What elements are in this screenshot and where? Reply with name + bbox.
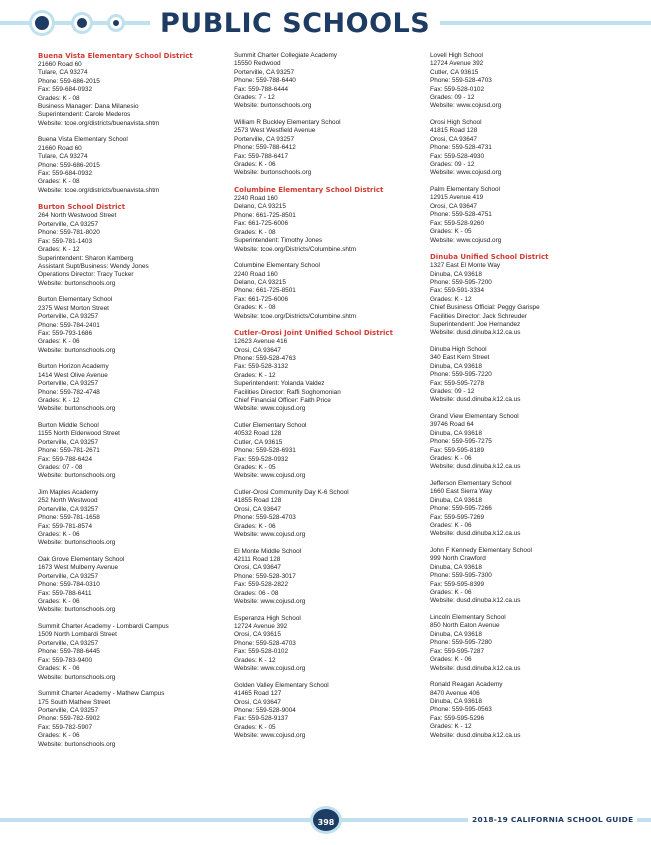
listing-line: Website: burtonschools.org — [38, 539, 116, 547]
listing-line: Website: burtonschools.org — [38, 606, 116, 614]
listing-line: Grades: K - 08 — [38, 94, 80, 102]
listing-line: Website: burtonschools.org — [234, 102, 312, 110]
listing-line: 264 North Westwood Street — [38, 212, 117, 220]
listing-line: Porterville, CA 93257 — [38, 505, 99, 513]
listing-line: 42111 Road 128 — [234, 556, 281, 564]
listing-line: Fax: 559-788-6411 — [38, 589, 92, 597]
listing-line: Website: tcoe.org/Districts/Columbine.shtm — [234, 245, 357, 253]
listing-line: Superintendent: Joe Hernandez — [430, 320, 521, 328]
listing-line: Cutler Elementary School — [234, 421, 307, 429]
listing-line: Superintendent: Timothy Jones — [234, 237, 323, 245]
listing-line: Dinuba, CA 93618 — [430, 630, 482, 638]
listing-line: Orosi, CA 93647 — [234, 564, 281, 572]
listing-line: Assistant Supt/Business: Wendy Jones — [38, 262, 149, 270]
district-heading: Cutler-Orosi Joint Unified School District — [234, 329, 393, 338]
district-listing — [38, 52, 234, 128]
listing-line: Phone: 559-528-4751 — [430, 211, 492, 219]
listing-line: Website: www.cojusd.org — [234, 598, 306, 606]
listing-line: Phone: 559-595-7275 — [430, 438, 492, 446]
listing-line: Grades: 09 - 12 — [430, 161, 475, 169]
listing-line: 12724 Avenue 392 — [430, 60, 484, 68]
listing-line: Dinuba, CA 93618 — [430, 496, 482, 504]
listing-line: Website: dusd.dinuba.k12.ca.us — [430, 329, 521, 337]
listing-line: Website: burtonschools.org — [38, 346, 116, 354]
listing-line: Phone: 559-781-1658 — [38, 514, 100, 522]
listing-line: Website: tcoe.org/districts/buenavista.shtm — [38, 186, 160, 194]
listing-line: Dinuba, CA 93618 — [430, 429, 482, 437]
listing-line: Tulare, CA 93274 — [38, 69, 88, 77]
school-listing — [430, 346, 626, 405]
listing-line: 40532 Road 128 — [234, 430, 282, 438]
listing-line: Porterville, CA 93257 — [38, 706, 99, 714]
listing-line: Website: dusd.dinuba.k12.ca.us — [430, 597, 521, 605]
listing-line: Website: www.cojusd.org — [234, 405, 306, 413]
listing-line: Orosi, CA 93647 — [234, 698, 281, 706]
district-heading: Dinuba Unified School District — [430, 253, 549, 262]
listing-line: 12724 Avenue 392 — [234, 623, 288, 631]
listing-line: 2375 West Morton Street — [38, 304, 109, 312]
listing-line: Phone: 559-788-6445 — [38, 648, 100, 656]
listing-line: Lincoln Elementary School — [430, 614, 506, 622]
listing-line: Phone: 559-781-8020 — [38, 229, 100, 237]
listing-line: Phone: 661-725-8501 — [234, 287, 296, 295]
listing-line: Phone: 559-595-7266 — [430, 505, 492, 513]
listing-line: Fax: 559-591-3334 — [430, 287, 485, 295]
listing-line: Fax: 559-793-1686 — [38, 329, 93, 337]
listing-line: Website: dusd.dinuba.k12.ca.us — [430, 664, 521, 672]
listing-line: Website: burtonschools.org — [234, 169, 312, 177]
listing-line: Palm Elementary School — [430, 186, 500, 194]
listing-line: Burton Elementary School — [38, 296, 113, 304]
school-listing — [234, 52, 430, 111]
listing-line: Grades: K - 06 — [234, 161, 276, 169]
listing-line: Phone: 559-686-2015 — [38, 161, 100, 169]
listing-line: Phone: 559-528-4703 — [430, 77, 492, 85]
listing-line: Grades: K - 06 — [38, 338, 80, 346]
listing-line: Website: burtonschools.org — [38, 279, 116, 287]
listing-line: Columbine Elementary School — [234, 262, 320, 270]
listing-line: Chief Business Official: Peggy Garispe — [430, 304, 540, 312]
listing-line: Cutler-Orosi Community Day K-6 School — [234, 489, 349, 496]
listing-line: Grades: K - 08 — [234, 304, 276, 312]
listing-line: Summit Charter Academy - Mathew Campus — [38, 690, 165, 698]
listing-line: 2240 Road 160 — [234, 195, 278, 203]
school-listing — [38, 296, 234, 355]
listing-line: Grades: K - 06 — [38, 665, 80, 673]
district-heading: Burton School District — [38, 203, 126, 212]
listing-line: Dinuba, CA 93618 — [430, 362, 482, 370]
header-dot-small-icon — [110, 17, 122, 29]
listing-line: Phone: 559-782-4748 — [38, 388, 100, 396]
listing-line: 41465 Road 127 — [234, 690, 282, 698]
school-listing — [430, 119, 626, 178]
listing-line: Porterville, CA 93257 — [234, 68, 295, 76]
listing-line: Fax: 559-781-1403 — [38, 237, 93, 245]
school-listing — [38, 690, 234, 749]
listing-line: Fax: 559-528-0102 — [234, 648, 289, 656]
district-listing — [38, 203, 234, 288]
listing-line: Fax: 559-528-2822 — [234, 581, 289, 589]
listing-line: Ronald Reagan Academy — [430, 681, 503, 689]
listing-line: Grades: 09 - 12 — [430, 387, 475, 395]
listing-line: Superintendent: Sharon Kamberg — [38, 254, 134, 262]
listing-line: Fax: 559-782-5907 — [38, 723, 93, 731]
directory-column-2 — [234, 52, 430, 749]
listing-line: Grades: 06 - 08 — [234, 589, 279, 597]
listing-line: Fax: 559-684-0932 — [38, 170, 93, 178]
listing-line: Phone: 559-595-7220 — [430, 371, 492, 379]
listing-line: Fax: 559-528-9260 — [430, 219, 485, 227]
listing-line: Phone: 559-595-7200 — [430, 278, 492, 286]
listing-line: Grades: K - 05 — [234, 464, 276, 471]
listing-line: Grades: K - 06 — [430, 589, 472, 597]
page-title: PUBLIC SCHOOLS — [158, 8, 440, 40]
listing-line: Website: www.cojusd.org — [234, 665, 306, 673]
listing-line: Delano, CA 93215 — [234, 203, 286, 211]
listing-line: 39746 Road 64 — [430, 421, 474, 429]
listing-line: Fax: 559-684-0932 — [38, 86, 93, 94]
listing-line: Fax: 559-595-7287 — [430, 647, 485, 655]
listing-line: Operations Director: Tracy Tucker — [38, 271, 134, 279]
listing-line: Phone: 559-784-2401 — [38, 321, 100, 329]
listing-line: Grades: K - 06 — [38, 732, 80, 740]
listing-line: Fax: 559-788-6444 — [234, 85, 289, 93]
listing-line: Summit Charter Academy - Lombardi Campus — [38, 623, 169, 631]
listing-line: 1673 West Mulberry Avenue — [38, 564, 119, 572]
listing-line: Fax: 559-595-8399 — [430, 580, 485, 588]
listing-line: Oak Grove Elementary School — [38, 556, 125, 564]
school-listing — [430, 52, 626, 111]
district-listing — [234, 186, 430, 254]
listing-line: Grades: 07 - 08 — [38, 464, 83, 471]
listing-line: Fax: 559-595-5296 — [430, 714, 485, 722]
listing-line: Chief Financial Officer: Faith Price — [234, 396, 331, 404]
listing-line: Grades: K - 06 — [38, 531, 80, 539]
listing-line: William R Buckley Elementary School — [234, 119, 341, 127]
listing-line: Superintendent: Carole Mederos — [38, 111, 131, 119]
school-listing — [430, 480, 626, 539]
listing-line: Website: dusd.dinuba.k12.ca.us — [430, 731, 521, 739]
listing-line: Business Manager: Dana Milanesio — [38, 103, 139, 111]
listing-line: Website: dusd.dinuba.k12.ca.us — [430, 396, 521, 404]
listing-line: Grades: K - 06 — [430, 656, 472, 664]
listing-line: Porterville, CA 93257 — [38, 572, 99, 580]
listing-line: Phone: 559-528-9004 — [234, 706, 296, 714]
listing-line: 175 South Mathew Street — [38, 698, 111, 706]
listing-line: Golden Valley Elementary School — [234, 681, 329, 689]
school-listing — [234, 489, 430, 539]
district-heading: Columbine Elementary School District — [234, 186, 384, 195]
listing-line: Facilities Director: Jack Schreuder — [430, 312, 527, 320]
listing-line: Dinuba, CA 93618 — [430, 563, 482, 571]
listing-line: Cutler, CA 93615 — [430, 68, 479, 76]
listing-line: Website: burtonschools.org — [38, 405, 116, 413]
page-number: 398 — [310, 806, 342, 834]
listing-line: Dinuba, CA 93618 — [430, 270, 482, 278]
listing-line: 1660 East Sierra Way — [430, 488, 492, 496]
listing-line: Grades: K - 06 — [430, 522, 472, 530]
listing-line: Website: tcoe.org/Districts/Columbine.shtm — [234, 312, 357, 320]
listing-line: 1509 North Lombardi Street — [38, 631, 117, 639]
listing-line: Grades: K - 06 — [430, 455, 472, 462]
school-listing — [38, 422, 234, 481]
listing-line: John F Kennedy Elementary School — [430, 547, 532, 555]
listing-line: Porterville, CA 93257 — [38, 438, 99, 446]
listing-line: Phone: 559-528-6931 — [234, 447, 296, 455]
listing-line: Grades: K - 05 — [234, 723, 276, 731]
listing-line: Orosi High School — [430, 119, 482, 127]
listing-line: Fax: 559-595-7278 — [430, 379, 485, 387]
listing-line: Summit Charter Collegiate Academy — [234, 52, 338, 59]
listing-line: Website: dusd.dinuba.k12.ca.us — [430, 463, 521, 471]
school-listing — [234, 262, 430, 321]
school-listing — [234, 615, 430, 674]
listing-line: Burton Horizon Academy — [38, 363, 109, 371]
district-listing — [234, 329, 430, 414]
page-header — [0, 0, 651, 48]
listing-line: Website: www.cojusd.org — [234, 732, 306, 740]
listing-line: Website: tcoe.org/districts/buenavista.shtm — [38, 119, 160, 127]
listing-line: Fax: 559-783-9400 — [38, 656, 93, 664]
school-listing — [38, 623, 234, 682]
listing-line: Phone: 559-686-2015 — [38, 77, 100, 85]
listing-line: Grades: K - 12 — [430, 723, 472, 731]
listing-line: Phone: 559-784-0310 — [38, 581, 100, 589]
listing-line: Grades: K - 06 — [234, 522, 276, 530]
listing-line: Grades: K - 12 — [38, 396, 80, 404]
listing-line: Phone: 559-528-4731 — [430, 144, 492, 152]
listing-line: Website: dusd.dinuba.k12.ca.us — [430, 530, 521, 538]
school-listing — [234, 119, 430, 178]
listing-line: Delano, CA 93215 — [234, 278, 286, 286]
listing-line: Orosi, CA 93647 — [430, 202, 477, 210]
listing-line: Tulare, CA 93274 — [38, 153, 88, 161]
listing-line: 41855 Road 128 — [234, 497, 282, 505]
listing-line: Buena Vista Elementary School — [38, 136, 128, 144]
listing-line: Fax: 559-788-6424 — [38, 455, 93, 463]
listing-line: 252 North Westwood — [38, 497, 98, 505]
school-listing — [38, 136, 234, 195]
listing-line: Phone: 559-788-6440 — [234, 77, 296, 85]
listing-line: Phone: 559-528-4763 — [234, 354, 296, 362]
listing-line: 21660 Road 60 — [38, 144, 82, 152]
school-listing — [234, 682, 430, 741]
listing-line: Superintendent: Yolanda Valdez — [234, 380, 325, 388]
listing-line: 850 North Eaton Avenue — [430, 622, 500, 630]
listing-line: Esperanza High School — [234, 614, 301, 622]
directory-column-3 — [430, 52, 626, 748]
listing-line: 1155 North Elderwood Street — [38, 430, 120, 438]
listing-line: Website: burtonschools.org — [38, 673, 116, 681]
listing-line: Phone: 559-595-7280 — [430, 639, 492, 647]
listing-line: 1414 West Olive Avenue — [38, 371, 108, 379]
listing-line: El Monte Middle School — [234, 547, 302, 555]
listing-line: Grades: K - 12 — [430, 295, 472, 303]
listing-line: Dinuba High School — [430, 345, 487, 353]
school-listing — [430, 547, 626, 606]
listing-line: Grades: K - 08 — [38, 178, 80, 186]
listing-line: Phone: 559-782-5902 — [38, 715, 100, 723]
listing-line: Phone: 559-788-6412 — [234, 144, 296, 152]
listing-line: 21660 Road 60 — [38, 61, 82, 68]
listing-line: Porterville, CA 93257 — [38, 313, 99, 321]
listing-line: Website: burtonschools.org — [38, 472, 116, 480]
listing-line: Fax: 559-528-0102 — [430, 85, 485, 93]
listing-line: Lovell High School — [430, 52, 483, 59]
listing-line: Dinuba, CA 93618 — [430, 697, 482, 705]
listing-line: Fax: 559-595-8189 — [430, 446, 485, 454]
school-listing — [234, 548, 430, 607]
listing-line: Phone: 559-528-4703 — [234, 514, 296, 522]
listing-line: Porterville, CA 93257 — [234, 135, 295, 143]
listing-line: Fax: 559-528-0932 — [234, 455, 289, 463]
header-dot-large-icon — [32, 13, 52, 33]
listing-line: Website: www.cojusd.org — [234, 472, 306, 480]
school-listing — [430, 614, 626, 673]
guide-title: 2018-19 CALIFORNIA SCHOOL GUIDE — [468, 813, 637, 827]
listing-line: Website: www.cojusd.org — [234, 531, 306, 539]
listing-line: Orosi, CA 93615 — [234, 631, 281, 639]
school-listing — [430, 186, 626, 245]
listing-line: Grades: K - 12 — [38, 246, 80, 254]
listing-line: Burton Middle School — [38, 421, 99, 429]
listing-line: Orosi, CA 93647 — [234, 505, 281, 513]
listing-line: 999 North Crawford — [430, 555, 486, 563]
listing-line: 8470 Avenue 406 — [430, 689, 480, 697]
school-listing — [430, 413, 626, 472]
listing-line: Facilities Director: Raffi Soghomonian — [234, 388, 341, 396]
listing-line: Fax: 559-781-8574 — [38, 522, 93, 530]
listing-line: Grades: K - 12 — [234, 371, 276, 379]
listing-line: Grades: K - 12 — [234, 656, 276, 664]
school-listing — [38, 363, 234, 413]
listing-line: Fax: 559-528-3132 — [234, 363, 289, 371]
listing-line: Fax: 559-788-6417 — [234, 152, 289, 160]
listing-line: Fax: 559-528-4930 — [430, 152, 485, 160]
district-listing — [430, 253, 626, 338]
listing-line: 1327 East El Monte Way — [430, 262, 501, 270]
listing-line: Fax: 661-725-6006 — [234, 220, 289, 228]
listing-line: Phone: 661-725-8501 — [234, 211, 296, 219]
listing-line: Phone: 559-595-0563 — [430, 706, 492, 714]
listing-line: Fax: 559-528-9137 — [234, 715, 289, 723]
listing-line: Jim Maples Academy — [38, 489, 99, 496]
listing-line: Fax: 661-725-6006 — [234, 295, 289, 303]
listing-line: Orosi, CA 93647 — [234, 346, 281, 354]
listing-line: Website: www.cojusd.org — [430, 236, 502, 244]
listing-line: Website: www.cojusd.org — [430, 102, 502, 110]
listing-line: Porterville, CA 93257 — [38, 220, 99, 228]
listing-line: Grades: K - 08 — [234, 228, 276, 236]
listing-line: Cutler, CA 93615 — [234, 438, 283, 446]
listing-line: Grades: 7 - 12 — [234, 94, 275, 102]
listing-line: Grades: K - 05 — [430, 228, 472, 236]
header-dot-medium-icon — [74, 15, 90, 31]
listing-line: 340 East Kern Street — [430, 354, 490, 362]
listing-line: 12623 Avenue 416 — [234, 338, 288, 346]
listing-line: Porterville, CA 93257 — [38, 380, 99, 388]
district-heading: Buena Vista Elementary School District — [38, 52, 193, 60]
listing-line: Orosi, CA 93647 — [430, 135, 477, 143]
listing-line: Phone: 559-528-4703 — [234, 639, 296, 647]
directory-column-1 — [38, 52, 234, 757]
listing-line: Website: www.cojusd.org — [430, 169, 502, 177]
listing-line: Jefferson Elementary School — [430, 480, 512, 487]
listing-line: Grand View Elementary School — [430, 412, 519, 420]
listing-line: 15550 Redwood — [234, 60, 281, 68]
school-listing — [430, 681, 626, 740]
listing-line: Phone: 559-595-7300 — [430, 572, 492, 580]
school-listing — [38, 556, 234, 615]
listing-line: Phone: 559-781-2671 — [38, 447, 100, 455]
school-listing — [38, 489, 234, 548]
listing-line: Phone: 559-528-3017 — [234, 572, 296, 580]
listing-line: 2240 Road 160 — [234, 270, 278, 278]
school-listing — [234, 422, 430, 481]
listing-line: Grades: K - 06 — [38, 598, 80, 606]
listing-line: Fax: 559-595-7269 — [430, 513, 485, 521]
listing-line: Website: burtonschools.org — [38, 740, 116, 748]
listing-line: 2573 West Westfield Avenue — [234, 127, 316, 135]
listing-line: Grades: 09 - 12 — [430, 94, 475, 102]
listing-line: 12915 Avenue 419 — [430, 194, 484, 202]
listing-line: 41815 Road 128 — [430, 127, 478, 135]
listing-line: Porterville, CA 93257 — [38, 639, 99, 647]
